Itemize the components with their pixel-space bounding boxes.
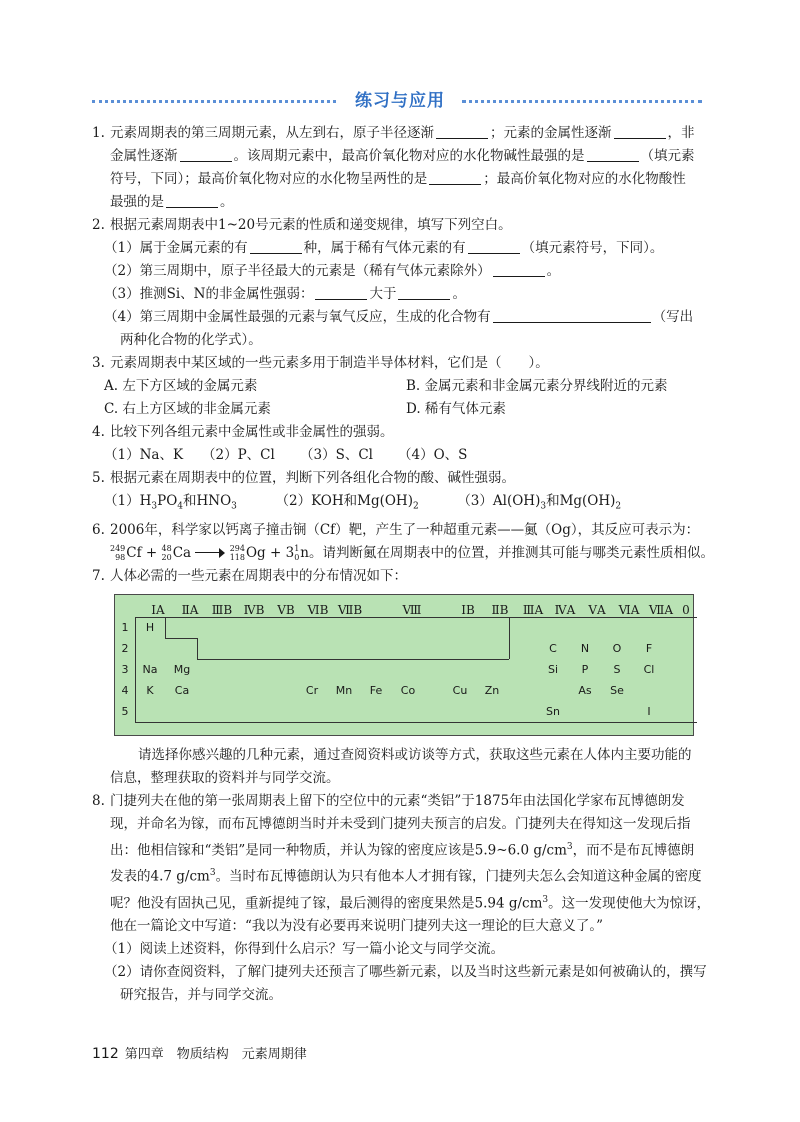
header-dots-left [92, 100, 336, 103]
group-label: Ⅷ [402, 602, 422, 617]
period-label: 2 [121, 641, 129, 655]
period-label: 1 [121, 620, 129, 634]
section-title: 练习与应用 [355, 91, 445, 111]
question-1: 1. 元素周期表的第三周期元素，从左到右，原子半径逐渐 ；元素的金属性逐渐 ，非 [92, 122, 704, 145]
question-number: 3. [92, 355, 105, 371]
group-label: ⅣB [243, 602, 265, 617]
group-label: ⅤB [277, 602, 295, 617]
element-cell: Ca [174, 683, 190, 697]
question-7-activity: 请选择你感兴趣的几种元素，通过查阅资料或访谈等方式，获取这些元素在人体内主要功能的信息，整理获取的资料并与同学交流。 [110, 746, 692, 786]
option-c[interactable]: C. 右上方区域的非金属元素 [104, 401, 271, 417]
element-cell: I [647, 704, 651, 718]
element-cell: Se [610, 683, 624, 697]
answer-blank[interactable] [614, 123, 666, 139]
question-7: 7. 人体必需的一些元素在周期表中的分布情况如下： [92, 565, 704, 588]
answer-blank[interactable] [493, 261, 545, 277]
group-label: ⅢB [211, 602, 233, 617]
period-label: 3 [121, 662, 129, 676]
answer-blank[interactable] [468, 238, 520, 254]
element-cell: Cl [643, 662, 655, 676]
question-number: 6. [92, 521, 105, 538]
group-label: ⅦB [337, 602, 363, 617]
element-cell: N [580, 641, 590, 655]
answer-blank[interactable] [436, 123, 488, 139]
question-5: 5. 根据元素在周期表中的位置，判断下列各组化合物的酸、碱性强弱。 [92, 467, 704, 490]
element-cell: K [146, 683, 154, 697]
element-cell: F [645, 641, 653, 655]
element-cell: Cr [305, 683, 319, 697]
element-cell: Si [547, 662, 559, 676]
option-a[interactable]: A. 左下方区域的金属元素 [104, 378, 258, 394]
option-b[interactable]: B. 金属元素和非金属元素分界线附近的元素 [406, 378, 668, 394]
question-8: 8. 门捷列夫在他的第一张周期表上留下的空位中的元素“类铝”于1875年由法国化学家布瓦博德朗发 [92, 790, 704, 813]
answer-blank[interactable] [166, 192, 218, 208]
element-cell: C [549, 641, 557, 655]
group-label: ⅢA [522, 602, 544, 617]
reaction-arrow-icon [195, 548, 225, 558]
question-3: 3. 元素周期表中某区域的一些元素多用于制造半导体材料，它们是（ ）。 [92, 352, 704, 375]
answer-blank[interactable] [429, 169, 481, 185]
element-cell: Cu [452, 683, 468, 697]
chapter-title: 第四章 物质结构 元素周期律 [124, 1047, 307, 1062]
element-cell: H [145, 620, 155, 634]
group-label: ⅡA [181, 602, 199, 617]
question-number: 4. [92, 424, 105, 440]
element-cell: Zn [484, 683, 500, 697]
exercise-content: 1. 元素周期表的第三周期元素，从左到右，原子半径逐渐 ；元素的金属性逐渐 ，非 金属性逐渐 。该周期元素中，最高价氧化物对应的水化物碱性最强的是 （填元素 符号，下同）；最高价氧化物对应的水化物呈两性的是 ；最高价氧化物对应的水化物酸性 最强的是 。 2. 根据元素周期表中1~20号元素的性质和递变规律，填写下列空白。 （1）属于金属元素的有 种，属于稀有气体元素的有 （填元素符号，下同）。 （2）第三周期中，原子半径最大的元素是（稀有气体元素除外） 。 （3）推测Si、N的非金属性强弱： 大于 。 （4）第三周期中金属性最强的元素与氧气反应，生成的化合物有 （写出 两种化合物的化学式）。 3. 元素周期表中某区域的一些元素多用于制造半导体材料，它们是（ ）。 A. 左下方区域的金属元素 B. 金属元素和非金属元素分界线附近的元素 C. 右上方区域的非金属元素 D. 稀有气体元素 4. 比较下列各组元素中金属性或非金属性的强弱。 （1）Na、K （2）P、Cl （3）S、Cl （4）O、S 5. 根据元素在周期表中的位置，判断下列各组化合物的酸、碱性强弱。 $(1)H_3PO_4$和$HNO_3$ （2）KOH和$Mg(OH)_2$ $(3)Al(OH)_3$和$Mg(OH)_2$ 6. 2006年，科学家以钙离子撞击锎（Cf）靶，产生了一种超重元素——鿫（Og），其反应可表示为： 249 98Cf + 48 20Ca 294 118Og + 31 0n。请判断鿫在周期表中的位置，并推测其可能与哪类元素性质相似。 7. 人体必需的一些元素在周期表中的分布情况如下： ⅠA ⅡA ⅢB ⅣB ⅤB ⅥB ⅦB Ⅷ ⅠB ⅡB ⅢA ⅣA ⅤA ⅥA ⅦA 0 1 2 3 4 5 H C N O F Na Mg Si P S Cl K Ca Cr Mn Fe Co Cu Zn As Se Sn I 请选择你感兴趣的几种元素，通过查阅资料或访谈等方式，获取这些元素在人体内主要功能的信息，整理获取的资料并与同学交流。 8. 门捷列夫在他的第一张周期表上留下的空位中的元素“类铝”于1875年由法国化学家布瓦博德朗发 现，并命名为镓，而布瓦博德朗当时并未受到门捷列夫预言的启发。门捷列夫在得知这一发现后指 出：他相信镓和“类铝”是同一种物质，并认为镓的密度应该是5.9~6.0 $g/cm^3$，而不是布瓦博德朗 发表的4.7 $g/cm^3$。当时布瓦博德朗认为只有他本人才拥有镓，门捷列夫怎么会知道这种金属的密度 呢？他没有固执己见，重新提纯了镓，最后测得的密度果然是5.94 $g/cm^3$。这一发现使他大为惊讶， 他在一篇论文中写道：“我以为没有必要再来说明门捷列夫这一理论的巨大意义了。” （1）阅读上述资料，你得到什么启示？写一篇小论文与同学交流。 （2）请你查阅资料，了解门捷列夫还预言了哪些新元素，以及当时这些新元素是如何被确认的，撰写 研究报告，并与同学交流。 [92, 122, 704, 1007]
element-cell: Co [400, 683, 416, 697]
question-number: 1. [92, 125, 105, 141]
element-cell: Mg [173, 662, 191, 676]
group-label: ⅠA [151, 602, 165, 617]
element-cell: Na [142, 662, 158, 676]
answer-blank[interactable] [315, 284, 367, 300]
nuclear-equation: 249 98Cf + 48 20Ca 294 118Og + 31 0n。请判断鿫在周期表中的位置，并推测其可能与哪类元素性质相似。 [110, 544, 714, 563]
page-footer [92, 1043, 307, 1062]
answer-blank[interactable] [398, 284, 450, 300]
section-header [92, 86, 702, 116]
group-label: ⅥB [307, 602, 329, 617]
group-label: 0 [682, 602, 690, 617]
group-label: ⅤA [588, 602, 606, 617]
period-label: 5 [121, 704, 129, 718]
group-label: ⅦA [648, 602, 674, 617]
header-dots-right [462, 100, 702, 103]
answer-blank[interactable] [250, 238, 302, 254]
question-number: 2. [92, 217, 105, 233]
question-2: 2. 根据元素周期表中1~20号元素的性质和递变规律，填写下列空白。 [92, 214, 704, 237]
periodic-table-diagram [114, 594, 694, 736]
question-number: 7. [92, 567, 105, 584]
answer-blank[interactable] [180, 146, 232, 162]
element-cell: Mn [335, 683, 353, 697]
element-cell: Fe [369, 683, 383, 697]
compound-pair-3: $(3)Al(OH)_3$和$Mg(OH)_2$ [457, 493, 622, 512]
question-number: 8. [92, 792, 105, 809]
group-label: ⅡB [491, 602, 509, 617]
compound-pair-2: （2）KOH和$Mg(OH)_2$ [275, 493, 419, 512]
element-cell: P [581, 662, 589, 676]
element-cell: S [613, 662, 621, 676]
element-cell: O [612, 641, 622, 655]
question-6: 6. 2006年，科学家以钙离子撞击锎（Cf）靶，产生了一种超重元素——鿫（Og），其反应可表示为： [92, 519, 704, 542]
question-number: 5. [92, 470, 105, 486]
compound-pair-1: $(1)H_3PO_4$和$HNO_3$ [104, 493, 237, 512]
page-number: 112 [92, 1046, 119, 1062]
answer-blank[interactable] [493, 307, 651, 323]
group-label: ⅠB [461, 602, 475, 617]
option-d[interactable]: D. 稀有气体元素 [406, 401, 506, 417]
group-label: ⅣA [554, 602, 576, 617]
question-4: 4. 比较下列各组元素中金属性或非金属性的强弱。 [92, 421, 704, 444]
element-cell: As [578, 683, 592, 697]
group-label: ⅥA [618, 602, 640, 617]
element-cell: Sn [546, 704, 560, 718]
period-label: 4 [121, 683, 129, 697]
answer-blank[interactable] [587, 146, 639, 162]
